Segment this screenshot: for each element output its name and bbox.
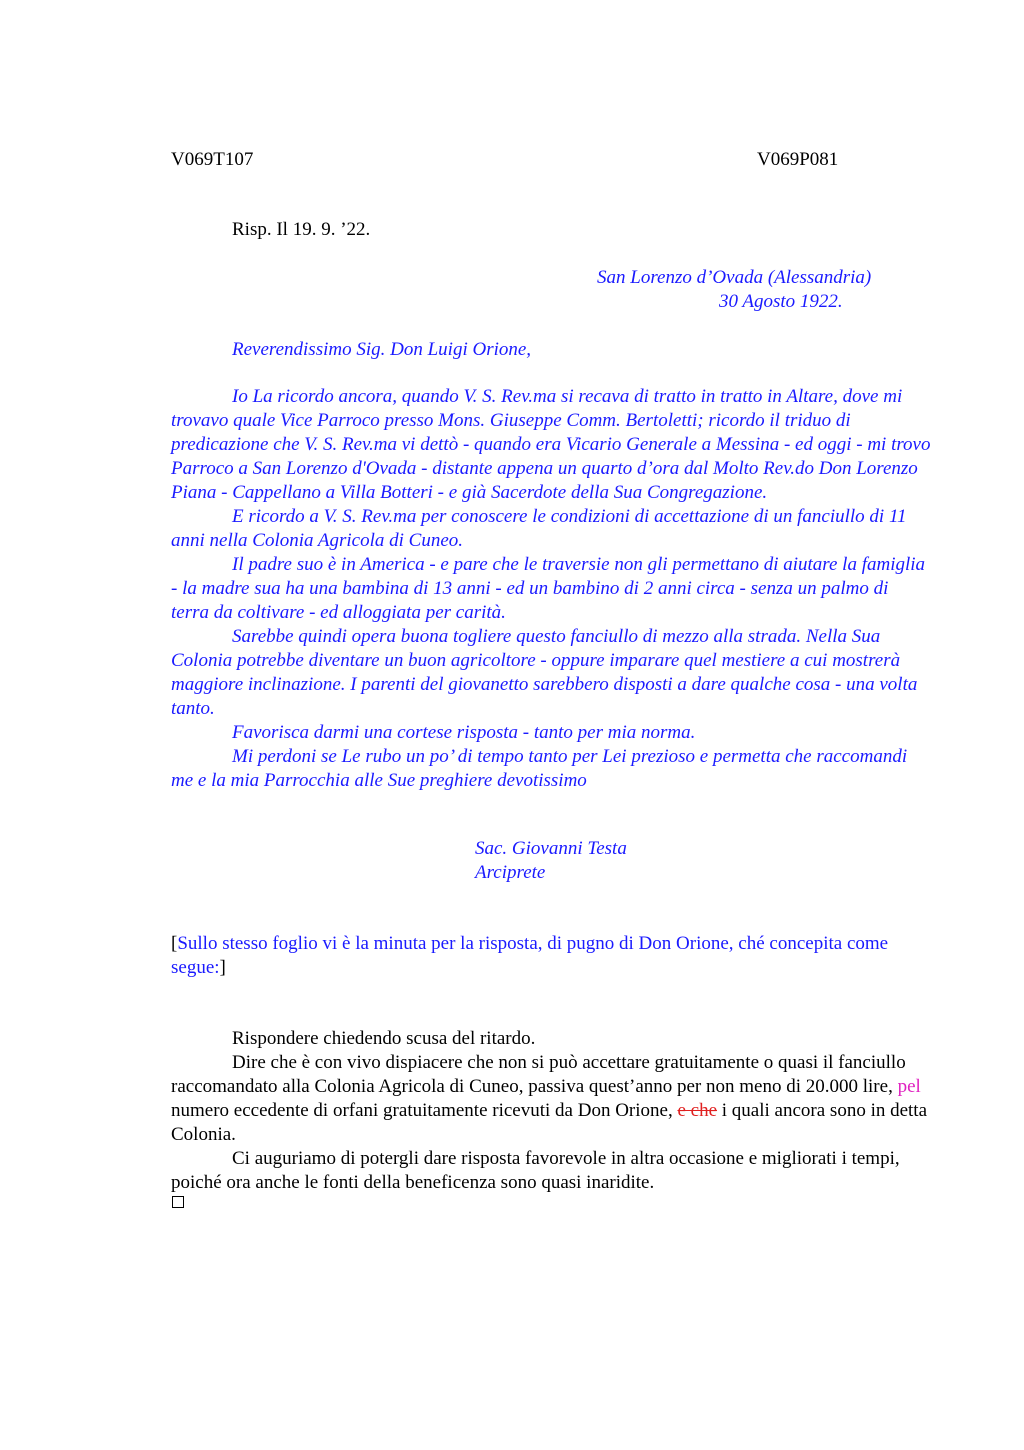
editor-note — [171, 932, 931, 980]
editor-note-text: Sullo stesso foglio vi è la minuta per la risposta, di pugno di Don Orione, ché concepita come segue: — [171, 933, 889, 978]
draft-paragraph — [171, 1051, 931, 1147]
signature-name: Sac. Giovanni Testa — [475, 838, 627, 859]
draft-text: i quali ancora sono in detta Colonia. — [171, 1100, 928, 1145]
letter-paragraph: Mi perdoni se Le rubo un po’ di tempo tanto per Lei prezioso e permetta che raccomandi me e la mia Parrocchia alle Sue preghiere devotissimo — [171, 746, 908, 791]
editor-note-close-bracket: ] — [219, 957, 226, 978]
letter-paragraph: Il padre suo è in America - e pare che le traversie non gli permettano di aiutare la famiglia - la madre sua ha una bambina di 13 anni - ed un bambino di 2 anni circa - senza un palmo di terra da coltivare - ed alloggiata per carità. — [171, 554, 926, 623]
letter-place: San Lorenzo d’Ovada (Alessandria) — [597, 267, 872, 288]
draft-text: numero eccedente di orfani gratuitamente ricevuti da Don Orione, — [171, 1100, 678, 1121]
editor-note-open-bracket: [ — [171, 933, 178, 954]
draft-reply — [171, 1027, 931, 1195]
document-code-left: V069T107 — [171, 149, 254, 170]
letter-paragraph: Io La ricordo ancora, quando V. S. Rev.ma si recava di tratto in tratto in Altare, dove mi trovavo quale Vice Parroco presso Mons. Giuseppe Comm. Bertoletti; ricordo il triduo di predicazione che V. S. Rev.ma vi dettò - quando era Vicario Generale a Messina - ed oggi - mi trovo Parroco a San Lorenzo d'Ovada - distante appena un quarto d’ora dal Molto Rev.do Don Lorenzo Piana - Cappellano a Villa Botteri - e già Sacerdote della Sua Congregazione. — [171, 386, 931, 503]
letter-date: 30 Agosto 1922. — [719, 291, 843, 312]
draft-text: Dire che è con vivo dispiacere che non si può accettare gratuitamente o quasi il fanciullo raccomandato alla Colonia Agricola di Cuneo, passiva quest’anno per non meno di 20.000 lire, — [171, 1052, 906, 1097]
letter-paragraph: Favorisca darmi una cortese risposta - tanto per mia norma. — [232, 722, 696, 743]
letter-salutation: Reverendissimo Sig. Don Luigi Orione, — [232, 339, 532, 360]
draft-paragraph: Ci auguriamo di potergli dare risposta favorevole in altra occasione e migliorati i tempi, poiché ora anche le fonti della beneficenza sono quasi inaridite. — [171, 1148, 900, 1193]
reply-note: Risp. Il 19. 9. ’22. — [232, 219, 371, 240]
end-box-icon — [172, 1196, 184, 1208]
signature-title: Arciprete — [475, 862, 546, 883]
struck-word: e che — [677, 1100, 718, 1121]
letter-body — [171, 385, 931, 793]
draft-paragraph: Rispondere chiedendo scusa del ritardo. — [232, 1028, 536, 1049]
inserted-word: pel — [897, 1076, 921, 1097]
document-code-right: V069P081 — [757, 149, 839, 170]
letter-paragraph: Sarebbe quindi opera buona togliere questo fanciullo di mezzo alla strada. Nella Sua Colonia potrebbe diventare un buon agricoltore - oppure imparare quel mestiere a cui mostrerà maggiore inclinazione. I parenti del giovanetto sarebbero disposti a dare qualche cosa - una volta tanto. — [171, 626, 918, 719]
letter-paragraph: E ricordo a V. S. Rev.ma per conoscere le condizioni di accettazione di un fanciullo di 11 anni nella Colonia Agricola di Cuneo. — [171, 506, 907, 551]
